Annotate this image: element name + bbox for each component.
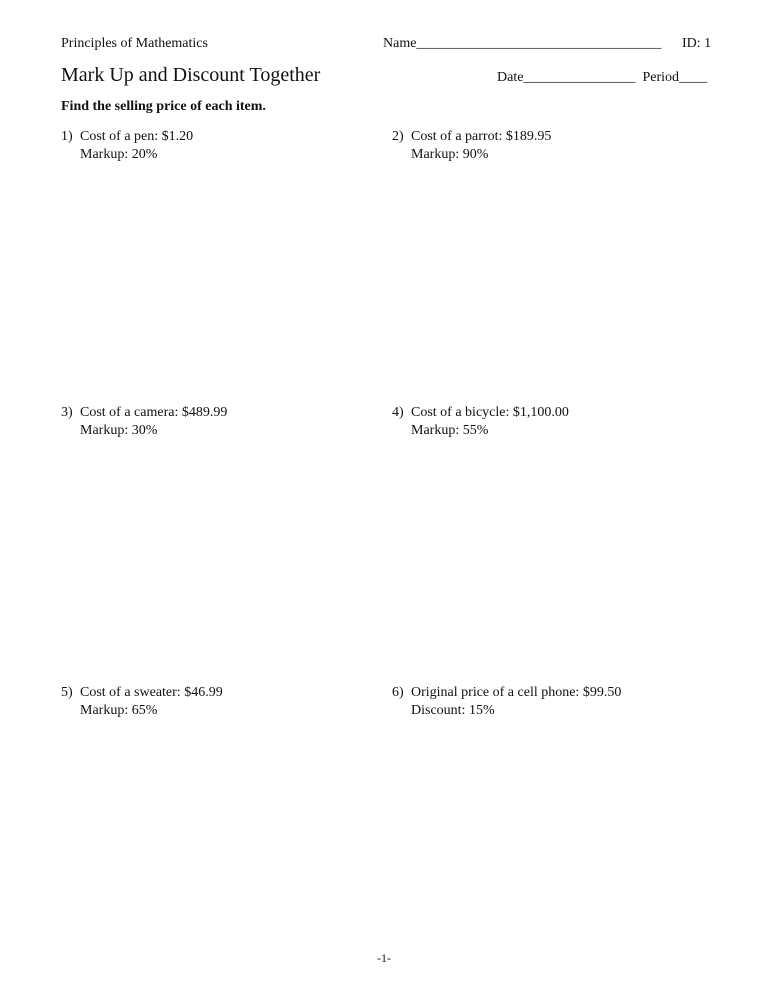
problem-rate: Markup: 20% bbox=[80, 147, 158, 162]
problem-4 bbox=[392, 404, 569, 440]
worksheet-id: ID: 1 bbox=[682, 36, 712, 51]
problem-cost: Original price of a cell phone: $99.50 bbox=[411, 685, 622, 700]
page-title: Mark Up and Discount Together bbox=[61, 64, 321, 86]
problem-5 bbox=[61, 684, 223, 720]
problem-cost: Cost of a camera: $489.99 bbox=[80, 405, 228, 420]
course-name: Principles of Mathematics bbox=[61, 36, 208, 51]
problem-number: 2) bbox=[392, 129, 404, 144]
problem-rate: Markup: 55% bbox=[411, 423, 489, 438]
date-field: Date________________ bbox=[497, 70, 636, 85]
instructions: Find the selling price of each item. bbox=[61, 99, 266, 114]
period-field: Period____ bbox=[642, 70, 707, 85]
problem-2 bbox=[392, 128, 551, 164]
problem-number: 6) bbox=[392, 685, 404, 700]
problem-number: 3) bbox=[61, 405, 73, 420]
page-number: -1- bbox=[377, 951, 391, 965]
problem-rate: Markup: 30% bbox=[80, 423, 158, 438]
problem-number: 1) bbox=[61, 129, 73, 144]
problem-6 bbox=[392, 684, 621, 720]
problem-cost: Cost of a bicycle: $1,100.00 bbox=[411, 405, 569, 420]
problem-cost: Cost of a pen: $1.20 bbox=[80, 129, 194, 144]
problem-rate: Markup: 90% bbox=[411, 147, 489, 162]
date-period-fields bbox=[497, 70, 707, 86]
problem-3 bbox=[61, 404, 227, 440]
problem-cost: Cost of a parrot: $189.95 bbox=[411, 129, 552, 144]
problem-number: 5) bbox=[61, 685, 73, 700]
name-field: Name___________________________________ bbox=[383, 36, 662, 51]
problem-rate: Discount: 15% bbox=[411, 703, 495, 718]
problem-number: 4) bbox=[392, 405, 404, 420]
problem-rate: Markup: 65% bbox=[80, 703, 158, 718]
problem-cost: Cost of a sweater: $46.99 bbox=[80, 685, 223, 700]
problem-1 bbox=[61, 128, 193, 164]
